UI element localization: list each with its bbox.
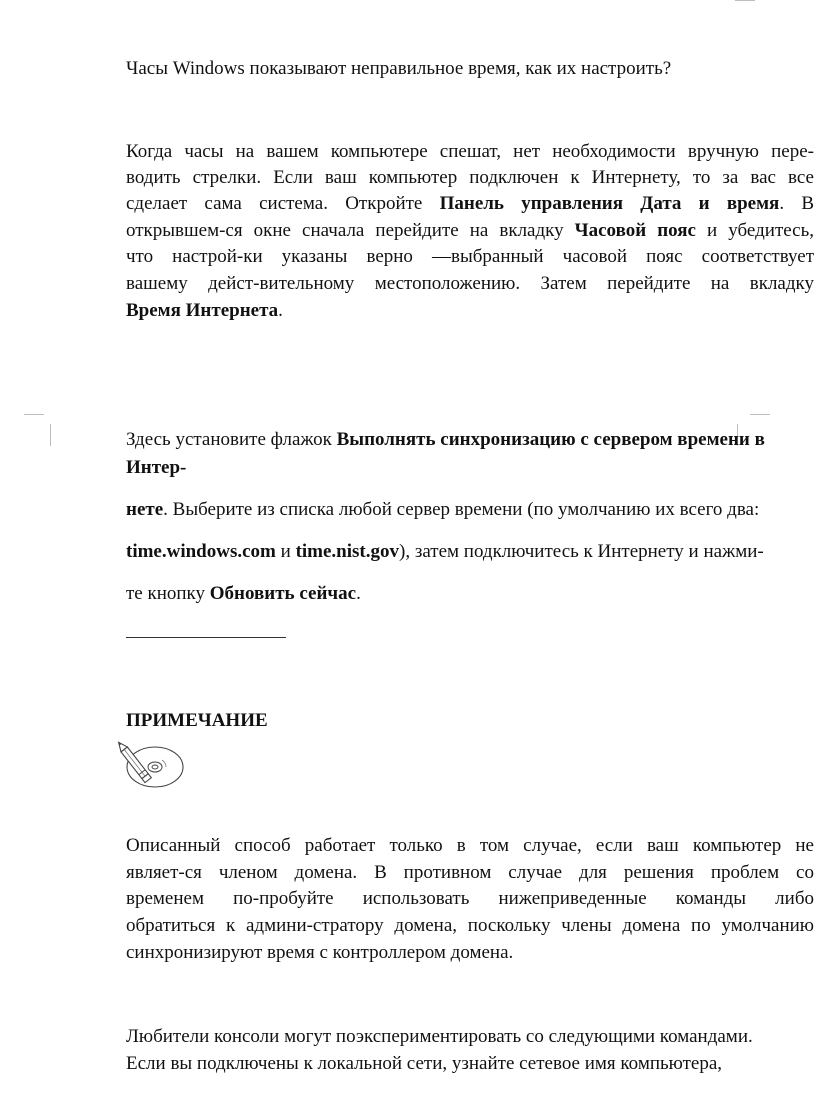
para1-line-6: вашему дейст-вительному местоположению. Затем перейдите на вкладку [126,273,814,294]
para1-line-1: Когда часы на вашем компьютере спешат, нет необходимости вручную пере- [126,141,814,162]
control-panel-term: Панель управления Дата и время [439,193,780,214]
para4-line-1: Любители консоли могут поэкспериментировать со следующими командами. [126,1026,753,1047]
para3-line-4: обратиться к админи-стратору домена, поскольку члены домена по умолчанию [126,915,814,936]
para1-line-5: что настрой-ки указаны верно —выбранный часовой пояс соответствует [126,246,814,267]
server-windows: time.windows.com [126,541,276,562]
para1-line-4: открывшем-ся окне сначала перейдите на вкладку Часовой пояс и убедитесь, [126,220,814,241]
crop-mark-left-v [50,424,51,446]
para1-line-3: сделает сама система. Откройте Панель управления Дата и время. В [126,193,814,214]
internet-time-tab-term: Время Интернета [126,300,279,321]
document-title: Часы Windows показывают неправильное время, как их настроить? [126,58,672,79]
para3-line-5: синхронизируют время с контроллером домена. [126,942,514,963]
update-now-term: Обновить сейчас [209,583,357,604]
para1-line-2: водить стрелки. Если ваш компьютер подключен к Интернету, то за вас все [126,167,814,188]
crop-mark-top-right [735,0,755,1]
note-heading: ПРИМЕЧАНИЕ [126,710,268,731]
para4-line-2: Если вы подключены к локальной сети, узнайте сетевое имя компьютера, [126,1053,723,1074]
para2-line-4: time.windows.com и time.nist.gov), затем подключитесь к Интернету и нажми- [126,541,764,562]
server-nist: time.nist.gov [295,541,399,562]
para3-line-3: временем по-пробуйте использовать нижеприведенные команды либо [126,888,814,909]
crop-mark-right-h [750,414,770,415]
para3-line-2: являет-ся членом домена. В противном случае для решения проблем со [126,862,814,883]
para2-line-3: нете. Выберите из списка любой сервер времени (по умолчанию их всего два: [126,499,760,520]
para2-line-1: Здесь установите флажок Выполнять синхронизацию с сервером времени в [126,429,765,450]
para1-line-7: Время Интернета. [126,300,283,321]
pencil-cd-icon [114,736,190,790]
footnote-rule [126,637,286,638]
crop-mark-left-h [24,414,44,415]
sync-checkbox-term: Выполнять синхронизацию с сервером времени в [336,429,765,450]
para2-line-2: Интер- [126,457,187,478]
para2-line-5: те кнопку Обновить сейчас. [126,583,361,604]
para3-line-1: Описанный способ работает только в том случае, если ваш компьютер не [126,835,814,856]
timezone-tab-term: Часовой пояс [574,220,696,241]
